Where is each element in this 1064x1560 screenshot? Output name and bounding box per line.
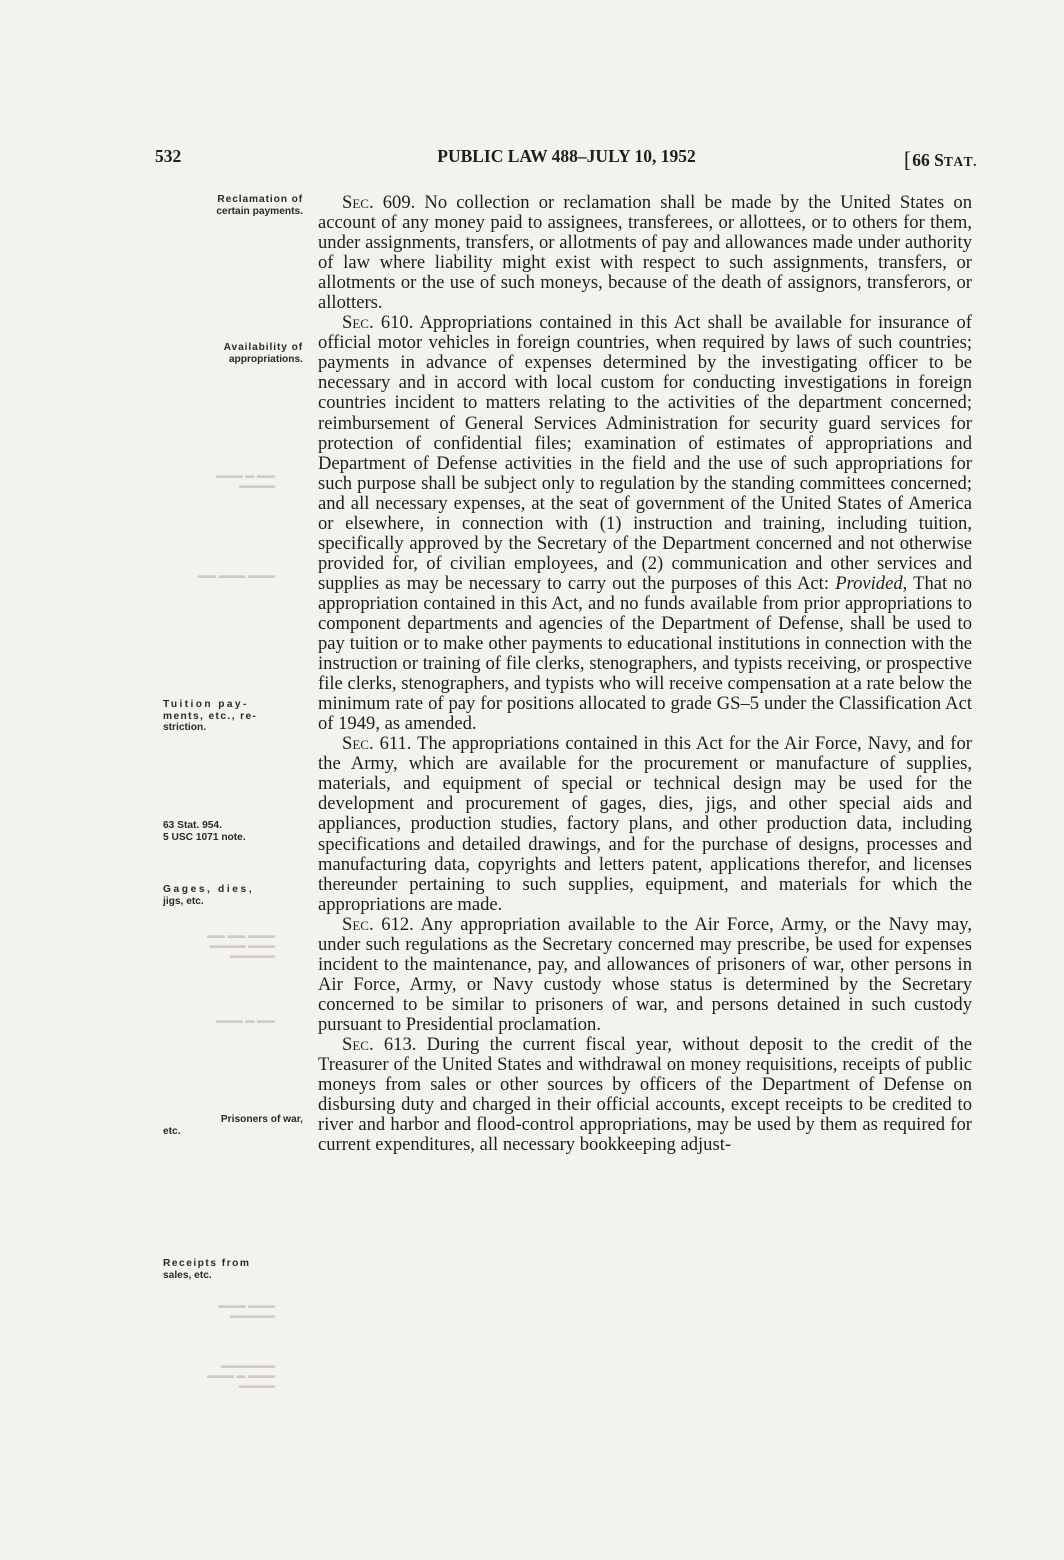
- statute-body: [318, 193, 972, 1155]
- margin-note-citation: [163, 820, 313, 843]
- stat-suffix: TAT.: [943, 154, 978, 169]
- proviso-word: Provided: [835, 572, 903, 594]
- margin-note-line: Gages, dies,: [163, 884, 255, 895]
- section-610: [318, 313, 972, 734]
- margin-note-line: Tuition pay-: [163, 699, 249, 710]
- margin-note-line: striction.: [163, 722, 207, 733]
- margin-note-line: Receipts from: [163, 1258, 251, 1269]
- stat-prefix: 66 S: [912, 150, 944, 170]
- margin-note-line: Prisoners of war,: [220, 1114, 303, 1125]
- margin-note-line: 63 Stat. 954.: [163, 820, 222, 831]
- bleed-through-mark: ▬▬▬ ▬ ▬▬: [215, 1015, 275, 1025]
- bleed-through-mark: ▬▬▬ ▬ ▬▬ ▬▬▬▬: [215, 470, 275, 490]
- margin-note-prisoners: [155, 1114, 303, 1137]
- section-609: [318, 193, 972, 313]
- section-label: Sec.: [342, 733, 374, 755]
- section-label: Sec.: [342, 192, 374, 213]
- stat-bracket: [: [903, 147, 912, 172]
- margin-note-line: certain payments.: [216, 205, 303, 217]
- section-label: Sec.: [342, 312, 374, 334]
- section-612: [318, 915, 972, 1035]
- section-text: 611. The appropriations contained in this Act for the Air Force, Navy, and for the Army, which are available for the procurement or manufacture of supplies, materials, and equipment of special or technical design may be used for the development and procurement of gages, dies, jigs, and other special aids and appliances, production studies, factory plans, and other production data, including specifications and detailed drawings, and for the purchase of designs, processes and manufacturing data, copyrights and letters patent, applications therefor, and licenses thereunder pertaining to such supplies, equipment, and materials for which the appropriations are made.: [318, 733, 972, 915]
- bleed-through-mark: ▬▬ ▬▬▬ ▬▬▬: [197, 570, 275, 580]
- margin-note-line: sales, etc.: [163, 1269, 212, 1281]
- margin-note-line: jigs, etc.: [163, 895, 204, 907]
- section-613: [318, 1035, 972, 1155]
- margin-note-line: Reclamation of: [217, 194, 303, 205]
- margin-note-receipts: [163, 1258, 313, 1281]
- margin-note-tuition: [163, 699, 313, 734]
- page-header: [155, 146, 978, 170]
- bleed-through-mark: ▬▬▬▬▬▬ ▬▬▬ ▬ ▬▬▬ ▬▬▬▬: [206, 1360, 275, 1390]
- running-title: PUBLIC LAW 488–JULY 10, 1952: [437, 146, 696, 166]
- bleed-through-mark: ▬▬ ▬▬ ▬▬▬ ▬▬▬▬ ▬▬▬ ▬▬▬▬▬: [206, 930, 275, 960]
- margin-note-gages: [163, 884, 313, 907]
- page-number: 532: [155, 146, 182, 166]
- margin-note-line: 5 USC 1071 note.: [163, 831, 246, 843]
- section-text: 610. Appropriations contained in this Act shall be available for insurance of official motor vehicles in foreign countries, when required by laws of such countries; payments in advance of expenses determined by the investigating officer to be necessary and in accord with local custom for conducting investigations in foreign countries incident to matters relating to the activities of the department concerned; reimbursement of General Services Administration for security guard services for protection of confidential files; examination of estimates of appropriations and Department of Defense activities in the field and the use of such appropriations for such purpose shall be subject only to regulation by the standing committees concerned; and all necessary expenses, at the seat of government of the United States of America or elsewhere, in connection with (1) instruction and training, including tuition, specifically approved by the Secretary of the Department concerned and not otherwise provided for, of civilian employees, and (2) communication and other services and supplies as may be necessary to carry out the purposes of this Act:: [318, 312, 972, 594]
- margin-note-line: Availability of: [223, 342, 303, 353]
- section-text: 613. During the current fiscal year, without deposit to the credit of the Treasurer of the United States and withdrawal on money requisitions, receipts of public moneys from sales or other sources by officers of the Department of Defense on disbursing duty and charged in their official accounts, except receipts to be credited to river and harbor and flood-control appropriations, may be used by them as required for current expenditures, all necessary bookkeeping adjust-: [318, 1033, 972, 1156]
- margin-note-availability: [155, 342, 303, 365]
- margin-note-reclamation: [155, 194, 303, 217]
- bleed-through-mark: ▬▬▬ ▬▬▬ ▬▬▬▬▬: [218, 1300, 275, 1320]
- section-label: Sec.: [342, 913, 374, 935]
- section-text-continued: , That no appropriation contained in this Act, and no funds available from prior appropriations to component departments and agencies of the Department of Defense, shall be used to pay tuition or to make other payments to educational institutions in connection with the instruction or training of file clerks, stenographers, and typists receiving, or prospective file clerks, stenographers, and typists who will receive compensation at a rate below the minimum rate of pay for positions allocated to grade GS–5 under the Classification Act of 1949, as amended.: [318, 572, 972, 735]
- margin-note-line: ments, etc., re-: [163, 710, 258, 722]
- statute-reference: [904, 146, 978, 172]
- section-611: [318, 734, 972, 914]
- section-text: 612. Any appropriation available to the Air Force, Army, or the Navy may, under such regulations as the Secretary concerned may prescribe, be used for expenses incident to the maintenance, pay, and allowances of prisoners of war, other persons in Air Force, Army, or Navy custody whose status is determined by the Secretary concerned to be similar to prisoners of war, and persons detained in such custody pursuant to Presidential proclamation.: [318, 913, 972, 1035]
- section-label: Sec.: [342, 1033, 374, 1055]
- margin-note-line: etc.: [163, 1125, 181, 1137]
- section-text: 609. No collection or reclamation shall be made by the United States on account of any money paid to assignees, transferees, or allottees, or to others for them, under assignments, transfers, or allotments of pay and allowances made under authority of law where liability might exist with respect to such assignments, transfers, or allotments or the use of such moneys, because of the death of assignors, transferors, or allotters.: [318, 192, 972, 314]
- margin-note-line: appropriations.: [228, 353, 303, 365]
